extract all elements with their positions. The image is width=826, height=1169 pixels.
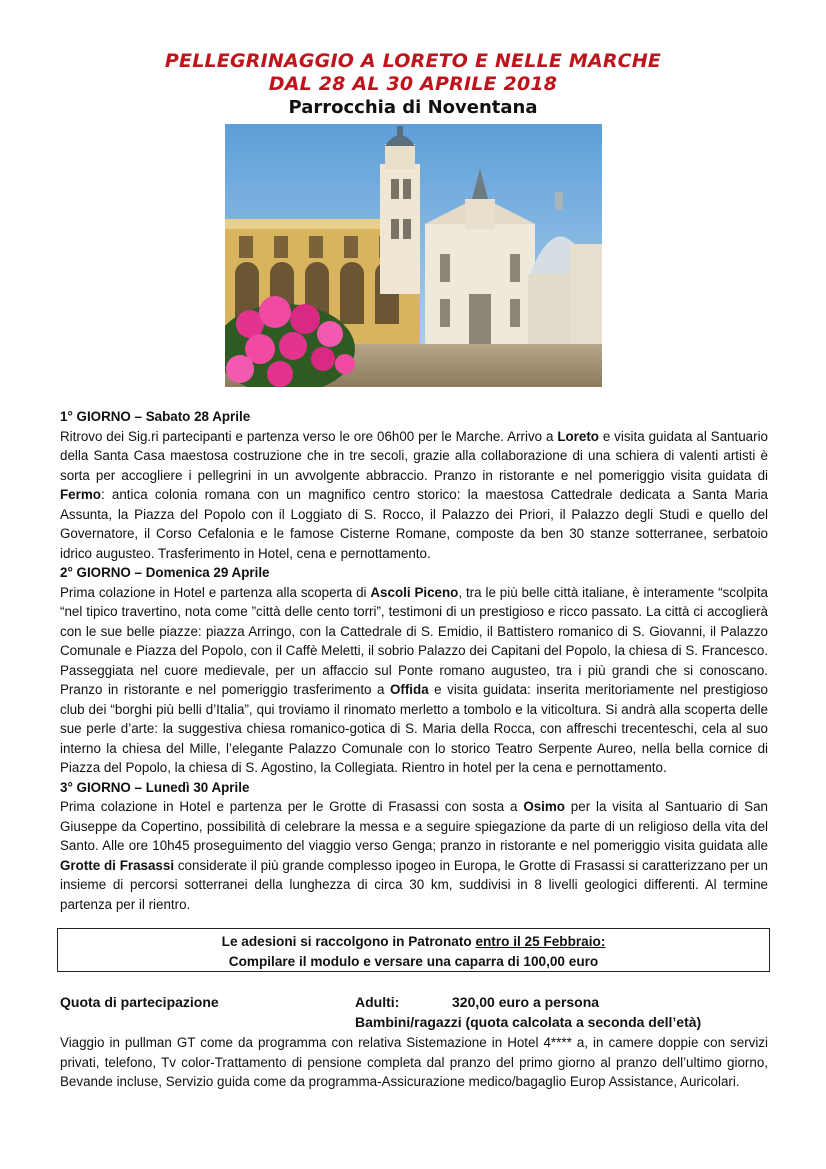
loreto-sanctuary-photo xyxy=(225,124,602,387)
day-3-heading: 3° GIORNO – Lunedì 30 Aprile xyxy=(60,779,250,795)
day-1-heading: 1° GIORNO – Sabato 28 Aprile xyxy=(60,409,251,424)
place-grotte-frasassi: Grotte di Frasassi xyxy=(60,857,175,873)
day-3-text: Prima colazione in Hotel e partenza per le Grotte di Frasassi con sosta a Osimo per la visita al Santuario di San Giuseppe da Copertino, possibilità di celebrare la messa e a seguire spiegazione da parte di un religioso della vita del Santo. Alle ore 10h45 proseguimento del viaggio verso Genga; pranzo in ristorante e nel pomeriggio visita guidata alle Grotte di Frasassi considerate il più grande complesso ipogeo in Europa, le Grotte di Frasassi si caratterizzano per un insieme di percorsi sotterranei della lunghezza di circa 30 km, suddivisi in 8 livelli geologici differenti. Al termine partenza per il rientro. xyxy=(60,799,768,912)
notice-line-2: Compilare il modulo e versare una caparra di 100,00 euro xyxy=(228,954,599,969)
notice-line-1: Le adesioni si raccolgono in Patronato entro il 25 Febbraio: xyxy=(221,934,606,949)
day-2-heading: 2° GIORNO – Domenica 29 Aprile xyxy=(60,565,270,580)
children-price-note: Bambini/ragazzi (quota calcolata a seconda dell’età) xyxy=(355,1014,702,1030)
title-line-1: PELLEGRINAGGIO A LORETO E NELLE MARCHE xyxy=(164,50,662,72)
title-line-2: DAL 28 AL 30 APRILE 2018 xyxy=(268,73,558,95)
parish-subtitle: Parrocchia di Noventana xyxy=(288,97,538,118)
adults-price: 320,00 euro a persona xyxy=(452,994,600,1010)
place-offida: Offida xyxy=(389,682,429,697)
day-1-text: Ritrovo dei Sig.ri partecipanti e partenza verso le ore 06h00 per le Marche. Arrivo a Loreto e visita guidata al Santuario della Santa Casa maestosa costruzione che in tre secoli, grazie alla collaborazione di una schiera di valenti artisti è sorta per accogliere i pellegrini in un avvolgente abbraccio. Pranzo in ristorante e nel pomeriggio visita guidata di Fermo: antica colonia romana con un magnifico centro storico: la maestosa Cattedrale dedicata a Santa Maria Assunta, la Piazza del Popolo con il Loggiato di S. Rocco, il Palazzo dei Priori, il Palazzo degli Studi e quello del Governatore, il Corso Cefalonia e le famose Cisterne Romane, composte da ben 30 stanze sotterranee, serbatoio idrico augusteo. Trasferimento in Hotel, cena e pernottamento. xyxy=(60,428,769,561)
adults-label: Adulti: xyxy=(355,994,400,1010)
place-osimo: Osimo xyxy=(523,799,565,814)
quota-label: Quota di partecipazione xyxy=(60,994,219,1010)
place-fermo: Fermo xyxy=(60,487,101,502)
deadline-text: entro il 25 Febbraio: xyxy=(475,934,606,949)
day-1-section xyxy=(60,407,768,914)
place-ascoli-piceno: Ascoli Piceno xyxy=(370,584,459,600)
place-loreto: Loreto xyxy=(557,428,599,444)
registration-notice-box xyxy=(57,928,770,972)
package-description: Viaggio in pullman GT come da programma con relativa Sistemazione in Hotel 4**** a, in camere doppie con servizi privati, telefono, Tv color-Trattamento di pensione completa dal pranzo del primo giorno al pranzo dell’ultimo giorno, Bevande incluse, Servizio guida come da programma-Assicurazione medico/bagaglio Europ Assistance, Auricolari. xyxy=(60,1035,768,1089)
day-2-text: Prima colazione in Hotel e partenza alla scoperta di Ascoli Piceno, tra le più belle città italiane, è interamente “scolpita “nel tipico travertino, nota come ”città delle cento torri”, testimoni di un prestigioso e ricco passato. La città ci accoglierà con le sue belle piazze: piazza Arringo, con la Cattedrale di S. Emidio, il Battistero romanico di S. Giovanni, il Palazzo Comunale e Piazza del Popolo, con il Caffè Meletti, il sobrio Palazzo dei Capitani del Popolo, la chiesa di S. Francesco. Passeggiata nel cuore medievale, per un affaccio sul Ponte romano augusteo, tra i più grandi che si conoscano. Pranzo in ristorante e nel pomeriggio trasferimento a Offida e visita guidata: inserita meritoriamente nel prestigioso club dei “borghi più belli d’Italia”, qui troviamo il rinomato merletto a tombolo e la viticoltura. Si andrà alla scoperta delle sue perle d’arte: la suggestiva chiesa romanico-gotica di S. Maria della Rocca, con affreschi trecenteschi, cela al suo interno la chiesa del Mille, l’elegante Palazzo Comunale con lo storico Teatro Serpente Aureo, nella bella cornice di Piazza del Popolo, la chiesa di S. Agostino, la Collegiata. Rientro in hotel per la cena e pernottamento. xyxy=(60,584,768,775)
